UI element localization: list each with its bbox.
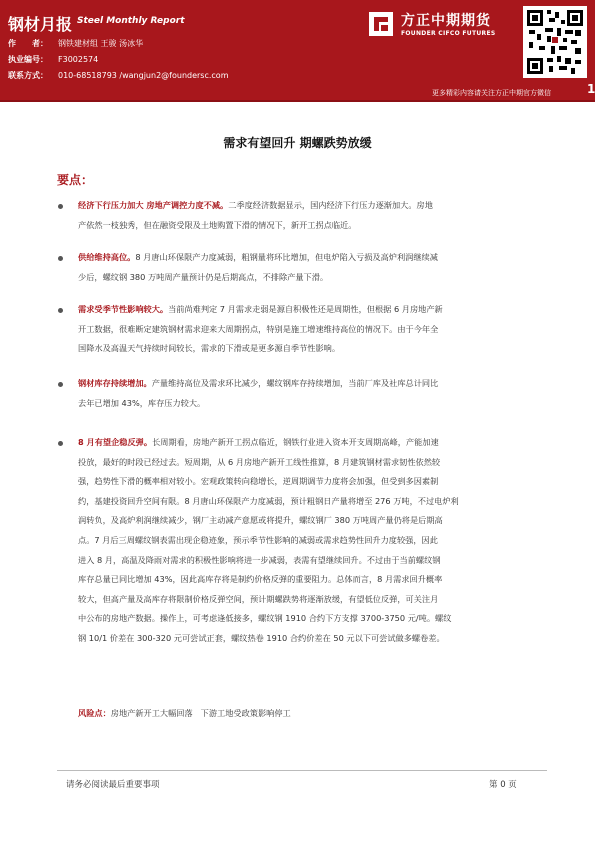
bullet-dot <box>58 441 63 446</box>
key-point-heading: 经济下行压力加大 房地产调控力度不减。 <box>78 200 229 210</box>
report-series-subtitle: Steel Monthly Report <box>77 16 185 26</box>
risk-label: 风险点： <box>78 708 111 718</box>
key-point-text: 产依然一枝独秀，但在融资受限及土地购置下滑的情况下，新开工拐点临近。 <box>78 219 357 230</box>
qr-code-icon <box>525 8 585 76</box>
authors-line <box>8 38 143 49</box>
key-point-text: 进入 8 月，高温及降雨对需求的积极性影响将进一步减弱，表需有望继续回升。不过由于当前螺纹钢 <box>78 554 441 565</box>
logo-text-cn: 方正中期期货 <box>401 13 491 29</box>
bullet-dot <box>58 382 63 387</box>
contact-label: 联系方式： <box>8 71 48 80</box>
document-title: 需求有望回升 期螺跌势放缓 <box>223 136 372 150</box>
footer-rule <box>57 770 547 771</box>
key-point-text: 较大，但高产量及高库存将限制价格反弹空间，预计期螺跌势将逐渐放缓，有望低位反弹，可关注月 <box>78 593 439 604</box>
key-point-text: 中公布的房地产数据。操作上，可考虑逢低接多，螺纹钢 1910 合约下方支撑 3700-3750 元/吨。螺纹 <box>78 613 452 624</box>
footer-disclaimer-note: 请务必阅读最后重要事项 <box>66 780 160 790</box>
founder-logo-icon <box>367 10 395 38</box>
risk-item: 房地产新开工大幅回落 <box>110 708 193 718</box>
key-point-3 <box>78 300 543 359</box>
key-point-heading: 8 月有望企稳反弹。 <box>78 437 153 447</box>
key-point-text: 点。7 月后三周螺纹钢表需出现企稳迹象，预示季节性影响的减弱或需求趋势性回升力度较强，因此 <box>78 534 438 545</box>
key-point-heading: 钢材库存持续增加。 <box>78 378 152 388</box>
license-line <box>8 54 98 65</box>
key-point-text: 产量维持高位及需求环比减少，螺纹钢库存持续增加，当前厂库及社库总计同比 <box>151 378 439 388</box>
key-point-text: 国降水及高温天气持续时间较长，需求的下滑或是更多源自季节性影响。 <box>78 343 341 354</box>
key-point-text: 润转负，及高炉利润继续减少，钢厂主动减产意愿或将提升，螺纹钢厂 380 万吨周产量仍将是后期高 <box>78 515 443 526</box>
key-point-text: 8 月唐山环保限产力度减弱，粗钢量将环比增加，但电炉陷入亏损及高炉利润继续减 <box>135 252 438 262</box>
key-point-text: 去年已增加 43%，库存压力较大。 <box>78 397 206 408</box>
key-point-5 <box>78 433 543 649</box>
report-series-title: 钢材月报 <box>8 15 73 34</box>
company-logo <box>367 8 517 44</box>
key-point-heading: 供给维持高位。 <box>78 252 136 262</box>
wechat-qr-code <box>523 6 587 78</box>
bullet-dot <box>58 204 63 209</box>
bullet-dot <box>58 308 63 313</box>
contact-line <box>8 70 229 81</box>
key-point-text: 长周期看，房地产新开工拐点临近，钢铁行业进入资本开支周期高峰，产能加速 <box>152 437 439 447</box>
key-point-text: 强，趋势性下滑的概率相对较小。宏观政策转向稳增长，逆周期调节力度将会加强，但受到多因素制 <box>78 476 439 487</box>
logo-text-en: FOUNDER CIFCO FUTURES <box>401 30 496 37</box>
license-value: F3002574 <box>58 55 99 64</box>
key-point-heading: 需求受季节性影响较大。 <box>78 304 169 314</box>
contact-value[interactable]: 010-68518793 /wangjun2@foundersc.com <box>58 71 229 80</box>
key-point-text: 投放，最好的时段已经过去。短周期，从 6 月房地产新开工线性推算，8 月建筑钢材需求韧性依然较 <box>78 456 441 467</box>
wechat-follow-note: 更多精彩内容请关注方正中期官方微信 <box>432 89 551 97</box>
key-point-2 <box>78 248 543 287</box>
header-rule <box>0 100 595 102</box>
key-point-4 <box>78 374 543 413</box>
license-label: 执业编号： <box>8 55 48 64</box>
risk-item: 下游工地受政策影响停工 <box>200 708 291 718</box>
key-point-text: 开工数据，很难断定建筑钢材需求迎来大周期拐点，特别是施工增速维持高位的情况下。由于今年全 <box>78 323 439 334</box>
risk-points <box>78 708 291 719</box>
key-point-text: 少后，螺纹钢 380 万吨周产量预计仍是后期高点，不排除产量下滑。 <box>78 271 329 282</box>
page-number: 第 0 页 <box>489 780 517 790</box>
page-tab-number: 1 <box>587 82 595 96</box>
key-point-text: 二季度经济数据显示，国内经济下行压力逐渐加大。房地 <box>228 200 433 210</box>
key-point-1 <box>78 196 543 235</box>
bullet-dot <box>58 256 63 261</box>
key-point-text: 库存总量已同比增加 43%，因此高库存将是制约价格反弹的重要阻力。总体而言，8 月需求回升概率 <box>78 574 443 585</box>
authors-value: 钢铁建材组 王骏 汤冰华 <box>58 39 144 48</box>
key-point-text: 钢 10/1 价差在 300-320 元可尝试正套，螺纹热卷 1910 合约价差在 50 元以下可尝试做多螺卷差。 <box>78 632 445 643</box>
key-points-heading: 要点： <box>57 173 94 187</box>
authors-label: 作 者： <box>8 39 48 48</box>
key-point-text: 约，基建投资回升空间有限。8 月唐山环保限产力度减弱，预计粗钢日产量将增至 276 万吨，不过电炉利 <box>78 495 459 506</box>
key-point-text: 当前尚难判定 7 月需求走弱是源自积极性还是周期性，但根据 6 月房地产新 <box>168 304 443 314</box>
